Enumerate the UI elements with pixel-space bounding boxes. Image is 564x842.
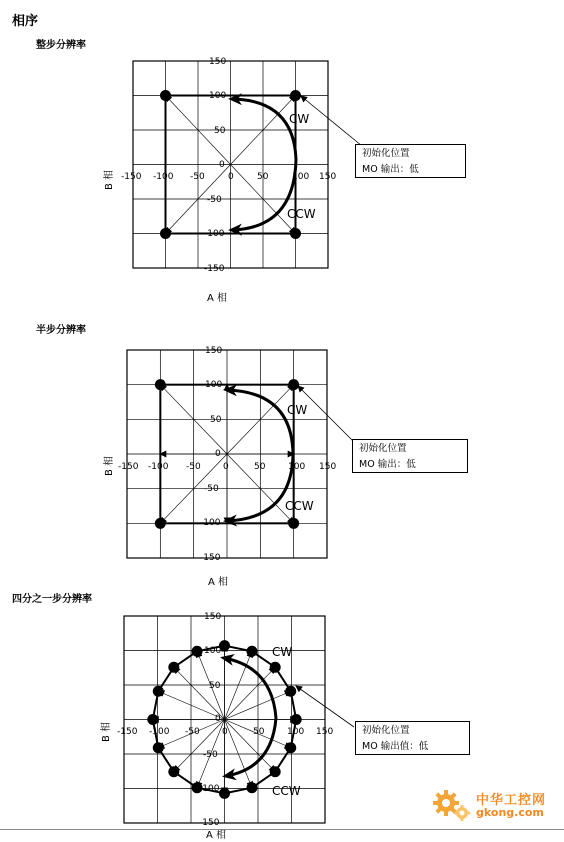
y-tick-label: 150 xyxy=(204,612,222,622)
init-position-callout xyxy=(355,721,470,755)
step-position-dot xyxy=(219,788,230,799)
cw-rotation-arrow xyxy=(232,99,296,160)
x-tick-label: 100 xyxy=(292,172,310,182)
y-tick-label: -50 xyxy=(207,195,222,205)
cw-label: CW xyxy=(287,403,308,417)
x-tick-label: -100 xyxy=(148,462,169,472)
step-position-dot xyxy=(246,646,257,657)
step-position-dot xyxy=(147,714,158,725)
y-tick-label: 100 xyxy=(205,380,223,390)
step-position-dot xyxy=(155,379,166,390)
a-phase-label: A 相 xyxy=(206,830,227,841)
y-tick-label: 100 xyxy=(204,646,222,656)
step-position-dot xyxy=(160,90,171,101)
gear-icon xyxy=(430,787,472,823)
init-position-callout xyxy=(352,439,468,473)
section-title-half-step: 半步分辨率 xyxy=(36,325,86,336)
y-tick-label: -150 xyxy=(200,553,221,563)
section-title-full-step: 整步分辨率 xyxy=(36,40,86,51)
x-tick-label: -100 xyxy=(153,172,174,182)
x-tick-label: -150 xyxy=(117,727,138,737)
y-tick-label: -150 xyxy=(204,264,225,274)
callout-line-2: MO 输出值：低 xyxy=(362,741,429,752)
ccw-label: CCW xyxy=(285,499,314,513)
page-title: 相序 xyxy=(12,14,39,29)
step-position-dot xyxy=(155,518,166,529)
x-tick-label: -50 xyxy=(185,727,200,737)
x-tick-label: 0 xyxy=(228,172,234,182)
x-tick-label: 50 xyxy=(254,462,266,472)
y-tick-label: 50 xyxy=(210,415,222,425)
a-phase-label: A 相 xyxy=(207,293,228,304)
y-tick-label: 50 xyxy=(209,681,221,691)
init-position-callout xyxy=(355,144,466,178)
x-tick-label: 0 xyxy=(222,727,228,737)
y-tick-label: -100 xyxy=(200,518,221,528)
y-tick-label: -150 xyxy=(199,818,220,828)
x-tick-label: 0 xyxy=(223,462,229,472)
footer-divider xyxy=(0,829,564,830)
y-tick-label: 100 xyxy=(209,91,227,101)
x-tick-label: 150 xyxy=(319,172,337,182)
step-position-dot xyxy=(288,518,299,529)
x-tick-label: 50 xyxy=(253,727,265,737)
y-tick-label: 150 xyxy=(205,346,223,356)
x-tick-label: -50 xyxy=(190,172,205,182)
cw-rotation-arrow xyxy=(224,658,276,718)
x-tick-label: 50 xyxy=(257,172,269,182)
phase-diagram-half-step xyxy=(118,345,348,570)
x-tick-label: 150 xyxy=(316,727,334,737)
step-position-dot xyxy=(168,766,179,777)
y-tick-label: 150 xyxy=(209,57,227,67)
cw-label: CW xyxy=(272,645,293,659)
b-phase-label: B 相 xyxy=(101,721,112,742)
x-tick-label: -100 xyxy=(149,727,170,737)
y-tick-label: -100 xyxy=(199,784,220,794)
y-tick-label: 0 xyxy=(215,449,221,459)
phase-vector-arrow xyxy=(225,667,276,719)
step-position-dot xyxy=(291,714,302,725)
callout-line-1: 初始化位置 xyxy=(362,725,410,736)
y-tick-label: -100 xyxy=(204,229,225,239)
callout-line-2: MO 输出：低 xyxy=(362,164,419,175)
y-tick-label: 0 xyxy=(219,160,225,170)
x-tick-label: -50 xyxy=(186,462,201,472)
a-phase-label: A 相 xyxy=(208,577,229,588)
callout-leader xyxy=(301,96,362,146)
step-position-dot xyxy=(290,228,301,239)
step-position-dot xyxy=(270,766,281,777)
phase-diagram-quarter-step xyxy=(115,610,345,835)
step-position-dot xyxy=(288,379,299,390)
step-position-dot xyxy=(270,662,281,673)
x-tick-label: -150 xyxy=(118,462,139,472)
step-position-dot xyxy=(160,228,171,239)
step-position-dot xyxy=(285,742,296,753)
y-tick-label: -50 xyxy=(203,750,218,760)
b-phase-label: B 相 xyxy=(104,169,115,190)
step-position-dot xyxy=(246,782,257,793)
ccw-label: CCW xyxy=(272,784,301,798)
phase-diagram-full-step xyxy=(118,55,348,280)
callout-line-1: 初始化位置 xyxy=(359,443,407,454)
y-tick-label: 0 xyxy=(215,714,221,724)
watermark-text-cn: 中华工控网 xyxy=(476,793,547,808)
section-title-quarter-step: 四分之一步分辨率 xyxy=(12,594,92,605)
watermark-text-domain: gkong.com xyxy=(476,806,544,819)
x-tick-label: 100 xyxy=(288,462,306,472)
y-tick-label: -50 xyxy=(204,484,219,494)
y-tick-label: 50 xyxy=(214,126,226,136)
ccw-label: CCW xyxy=(287,207,316,221)
step-position-dot xyxy=(153,686,164,697)
callout-line-2: MO 输出：低 xyxy=(359,459,416,470)
step-position-dot xyxy=(285,686,296,697)
watermark-logo xyxy=(430,787,560,823)
x-tick-label: 150 xyxy=(319,462,337,472)
step-position-dot xyxy=(168,662,179,673)
b-phase-label: B 相 xyxy=(104,455,115,476)
x-tick-label: -150 xyxy=(121,172,142,182)
phase-vector-arrow xyxy=(174,667,225,719)
callout-line-1: 初始化位置 xyxy=(362,148,410,159)
cw-label: CW xyxy=(289,112,310,126)
step-position-dot xyxy=(290,90,301,101)
x-tick-label: 100 xyxy=(287,727,305,737)
step-position-dot xyxy=(192,646,203,657)
step-position-dot xyxy=(153,742,164,753)
